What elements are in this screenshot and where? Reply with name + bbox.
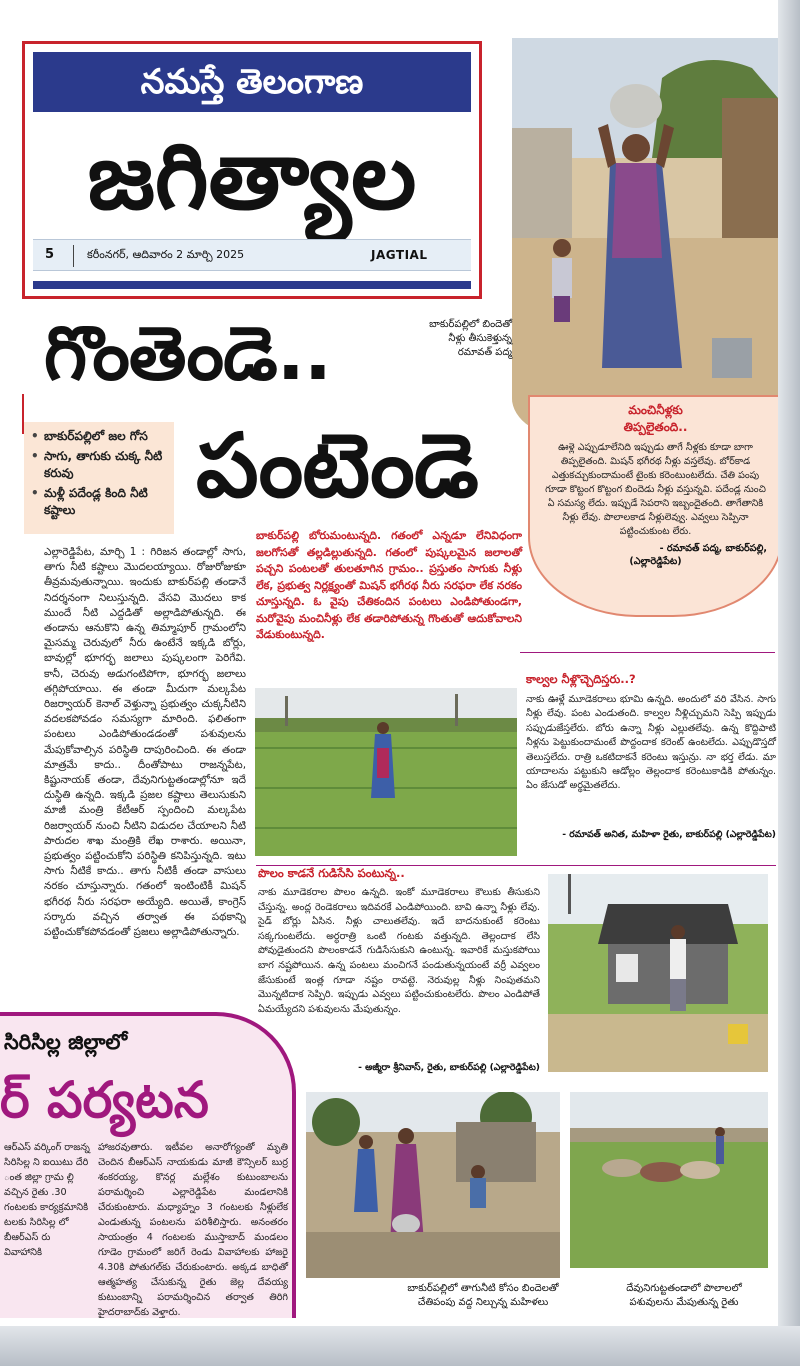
page-edge-bottom bbox=[0, 1326, 800, 1366]
women-handpump-caption: బాకుర్‌పల్లిలో తాగునీటి కోసం బిందెలతో చేతిపంపు వద్ద నిల్చున్న మహిళలు bbox=[407, 1283, 559, 1308]
highlight-item: • సాగు, తాగుకు చుక్క నీటి కరువు bbox=[28, 448, 170, 482]
quote-box-drinking-water bbox=[528, 395, 783, 617]
quote2-title: కాల్వల నీళ్లొచ్చెదిస్తరు..? bbox=[526, 672, 636, 686]
page-edge-right bbox=[778, 0, 800, 1366]
highlights-box bbox=[24, 422, 174, 534]
photo-caption-lead: బాకుర్‌పల్లిలో బిందెతో నీళ్లు తీసుకెళ్తున్న రమావత్ పద్మ bbox=[429, 319, 512, 358]
vertical-rule bbox=[22, 394, 24, 434]
masthead-bottom-rule bbox=[33, 281, 471, 289]
headline-line-2: పంటెండె bbox=[196, 414, 478, 517]
quote3-text: నాకు మూడెకరాల పొలం ఉన్నది. ఇంకో మూడెకరాలు కౌలుకు తీసుకుని చేస్తున్న. అంద్ల రెండెకరాలు ఇదివరకే ఎండిపోయింది. బావి ఉన్నా నీళ్లు లేవు. సైడ్ బోర్లు ఏసిన. నీళ్లు చాలుతలేవు. ఇదే బాదనుకుంటే కరెంటు సక్కగుంటలేదు. అర్ధరాత్రి ఒంటి గంటకు వత్తున్నది. తెల్లందాక లేసి పోవుడైతుందని పొలంకాడనే గుడిసేసుకుని ఉంటున్న. ఇవారికే మస్తుకపోయి బాగ నష్టపోయిన. ఉన్న పంటలు మంచిగనే పండుతున్నయంటే వర్రీ ఎవ్వలం జేసుకుంటే ఇంత్ల గూడా నష్టం రావట్టె. నెరువుల్ల నీళ్లు నింపుతమని మొన్నటిదాక సెప్పిరి. ఇప్పుడు ఎవ్వలు పట్టించుకుంటలేరు. పొలం ఎండిపోతే ఏమయ్యేదని పశువులను మేపుతున్నం. bbox=[258, 887, 540, 1015]
main-story: ఎల్లారెడ్డిపేట, మార్చి 1 : గిరిజన తండాల్లో సాగు, తాగు నీటి కష్టాలు మొదలయ్యాయి. రోజురోజుకూ తీవ్రమవుతున్నాయి. ఇందుకు బాకుర్‌పల్లి తండానే నిదర్శనంగా నిలుస్తున్నది. వేసవి మొదలు కాక ముందే నీటి ఎద్దడితో అల్లాడిపోతున్నది. ఈ తండాను ఆనుకొని ఉన్న తిమ్మాపూర్ గ్రామంలోని మైసమ్మ చెరువులో నీరు ఉంటేనే ఇక్కడి బోర్లు, బావుల్లో భూగర్భ జలాలు పుష్కలంగా పెరిగేవి. కానీ, చెరువు అడుగంటిపోగా, భూగర్భ జలాలు తగ్గిపోయాయి. ఈ తండా మీదుగా మల్కపేట రిజర్వాయర్ కెనాల్ వెళ్తున్నా ప్రభుత్వం చుక్కనీటిని వదలకపోవడం సమస్యగా మారింది. ఫలితంగా పంటలు ఎండిపోతుండడంతో పశువులను మేపుకోవాల్సిన పరిస్థితి దాపురించింది. ఈ తండా మాత్రమే కాదు.. దీంతోపాటు రాజన్నపేట, కిష్టునాయక్ తండా, దేవునిగుట్టతండాల్లోనూ ఇదే దుస్థితి ఉన్నది. ఇక్కడి ప్రజల కష్టాలు తెలుసుకుని మాజీ మంత్రి కేటీఆర్ స్పందించి మల్కపేట రిజర్వాయర్ నుంచి నీటిని విడుదల చేయాలని నీటి పారుదల శాఖ మంత్రికి లేఖ రాశారు. అయినా, ప్రభుత్వం పట్టించుకోని పరిస్థితి కనిపిస్తున్నది. ఇటు సాగు నీటికే కాదు.. తాగు నీటికీ తండా వాసులు నరకం చూస్తున్నారు. గతంలో ఇంటింటికీ మిషన్ భగీరథ నీరు సరఫరా అయ్యేది. అయితే, కాంగ్రెస్ సర్కారు వచ్చిన తర్వాత ఈ పథకాన్ని పట్టించుకోకపోవడంతో ప్రజలు అల్లాడిపోతున్నారు. bbox=[44, 546, 246, 939]
lead-photo-woman-with-pot bbox=[512, 38, 778, 438]
divider bbox=[73, 245, 74, 267]
farmer-hut-photo bbox=[548, 874, 768, 1072]
quote3-title: పొలం కాడనే గుడిసేసి పంటున్న.. bbox=[258, 866, 405, 880]
quote2-accent-line bbox=[520, 652, 775, 653]
paper-name: నమస్తే తెలంగాణ bbox=[140, 62, 364, 102]
quote1-title-line2: తిప్పలైతంది.. bbox=[623, 420, 688, 434]
cattle-grazing-photo bbox=[570, 1092, 768, 1268]
dateline-band bbox=[33, 239, 471, 271]
second-story-right-column: హాజరవుతారు. ఇటీవల అనారోగ్యంతో మృతి చెందిన బీఆర్ఎస్ నాయకుడు మాజీ కౌన్సిలర్ బుర్ర శంకరయ్య, కొనర్ల మల్లేశం కుటుంబాలను పరామర్శించి ఎల్లారెడ్డిపేట మండలానికి చేరుకుంటారు. మధ్యాహ్నం 3 గంటలకు నీళ్లులేక ఎండుతున్న పంటలను పరిశీలిస్తారు. అనంతరం సాయంత్రం 4 గంటలకు ముస్తాబాద్ మండలం గూడెం గ్రామంలో జరిగే రెండు వివాహాలకు హాజరై 4.30కి పోతుగల్‌కు చేరుకుంటారు. అక్కడ బాధితో ఆత్మహత్య చేసుకున్న రైతు జెల్ల దేవయ్య కుటుంబాన్ని పరామర్శించిన తర్వాత తిరిగి హైదరాబాద్‌కు వెళ్తారు. bbox=[98, 1142, 288, 1318]
masthead bbox=[22, 41, 482, 299]
second-story-heading-1: సిరిసిల్ల జిల్లాలో bbox=[4, 1030, 128, 1054]
masthead-title-band bbox=[33, 52, 471, 112]
quote1-title-line1: మంచినీళ్లకు bbox=[628, 403, 683, 417]
second-story-left-column: ఆర్ఎస్ వర్కింగ్ రాజన్న సిరిసిల్ల ని ఐయిటు దేరి ంత జిల్లా గ్రామ ల్లి వచ్చిన రైతు .30 గంటలకు కార్యక్రమానికి టలకు సిరిసిల్ల లో బీఆర్ఎస్ రు వివాహానికి bbox=[4, 1142, 90, 1258]
quote1-signature-place: (ఎల్లారెడ్డిపేట) bbox=[629, 556, 682, 567]
highlight-item: • మళ్లీ పదేండ్ల కింది నీటి కష్టాలు bbox=[28, 485, 170, 519]
quote1-text: ఊళ్లె ఎప్పుడూలేనిది ఇప్పుడు తాగే నీళ్లకు కూడా బాగా తిప్పలైతంది. మిషన్ భగీరథ నీళ్లు వస్తలేవు. బోర్‌కాడ ఎత్తుకచ్చుకుందామంటే టైంకు కరెంటుంటలేదు. చేతి పంపు గూడా కొట్టంగ కొట్టంగ బిందెడు నీళ్లు వస్తున్నవి. పదేండ్ల నుంచి ఏ సమస్య లేదు. ఇప్పుడే సెపరాని ఇబ్బందైతంది. తాగేతానికి నీళ్లు లేవు. పొలాలకాడ నీళ్లులెవ్వు. ఎవ్వలు సెప్పినా పట్టించుకుంట లేరు. bbox=[545, 442, 766, 537]
quote3-signature: - అజ్మీరా శ్రీనివాస్, రైతు, బాకుర్‌పల్లి (ఎల్లారెడ్డిపేట) bbox=[358, 1062, 540, 1073]
women-handpump-photo bbox=[306, 1092, 560, 1278]
quote1-signature: - రమావత్ పద్మ, బాకుర్‌పల్లి, bbox=[659, 543, 767, 554]
paddy-field-photo bbox=[255, 688, 517, 856]
second-story-heading-2: ర్ పర్యటన bbox=[0, 1071, 209, 1129]
quote2-signature: - రమావత్ అనిత, మహిళా రైతు, బాకుర్‌పల్లి (ఎల్లారెడ్డిపేట) bbox=[562, 829, 776, 840]
page-number: 5 bbox=[45, 247, 55, 262]
edition-english: JAGTIAL bbox=[371, 248, 428, 262]
dateline: కరీంనగర్, ఆదివారం 2 మార్చి 2025 bbox=[87, 248, 245, 261]
headline-line-1: గొంతెండె.. bbox=[44, 311, 331, 397]
edition-title: జగిత్యాల bbox=[87, 123, 417, 230]
highlight-item: • బాకుర్‌పల్లిలో జల గోస bbox=[28, 428, 170, 445]
intro-paragraph: బాకుర్‌పల్లి బోరుమంటున్నది. గతంలో ఎన్నడూ లేనివిధంగా జలగోసతో తల్లడిల్లుతున్నది. గతంలో పుష్కలమైన జలాలతో పచ్చని పంటలతో తులతూగిన గ్రామం.. ప్రస్తుతం సాగుకు నీళ్లు లేక, ప్రభుత్వ నిర్లక్ష్యంతో మిషన్ భగీరథ నీరు సరఫరా లేక నరకం చూస్తున్నది. ఓ వైపు చేతికందిన పంటలు ఎండిపోతుండగా, మరోవైపు మంచినీళ్లు లేక తడారిపోతున్న గొంతుతో ఆదుకోవాలని వేడుకుంటున్నది. bbox=[256, 529, 522, 641]
quote2-text: నాకు ఊళ్లే మూడెకరాలు భూమి ఉన్నది. అందులో వరి వేసిన. సాగు నీళ్లు లేవు. పంట ఎండుతంది. కాల్వల నీళ్లిచ్చుమని సెప్పి ఇప్పుడు సప్పుడుజేస్తలేరు. బోరు ఉన్నా నీళ్లు ఎల్లుతలేవు. ఉన్న కొద్దిపాటి నీళ్లను పెట్టుకుందామంటే పొద్దందాక కరెంట్ ఉంటలేదు. ఎప్పుడొస్తదో తెలుస్తలేదు. రాత్రి ఒకటిదాకనే కరెంటు ఇస్తున్రు. నా భర్త లేడు. మా యాదాలను పట్టుకుని ఆడోల్లం తెల్లందాక కరెంటుకాడికి పోతున్నం. ఏం జేసుడో అర్థమైతలేదు. bbox=[526, 694, 776, 792]
cattle-grazing-caption: దేవునిగుట్టతండాలో పొలాలలో పశువులను మేపుతున్న రైతు bbox=[626, 1283, 742, 1308]
